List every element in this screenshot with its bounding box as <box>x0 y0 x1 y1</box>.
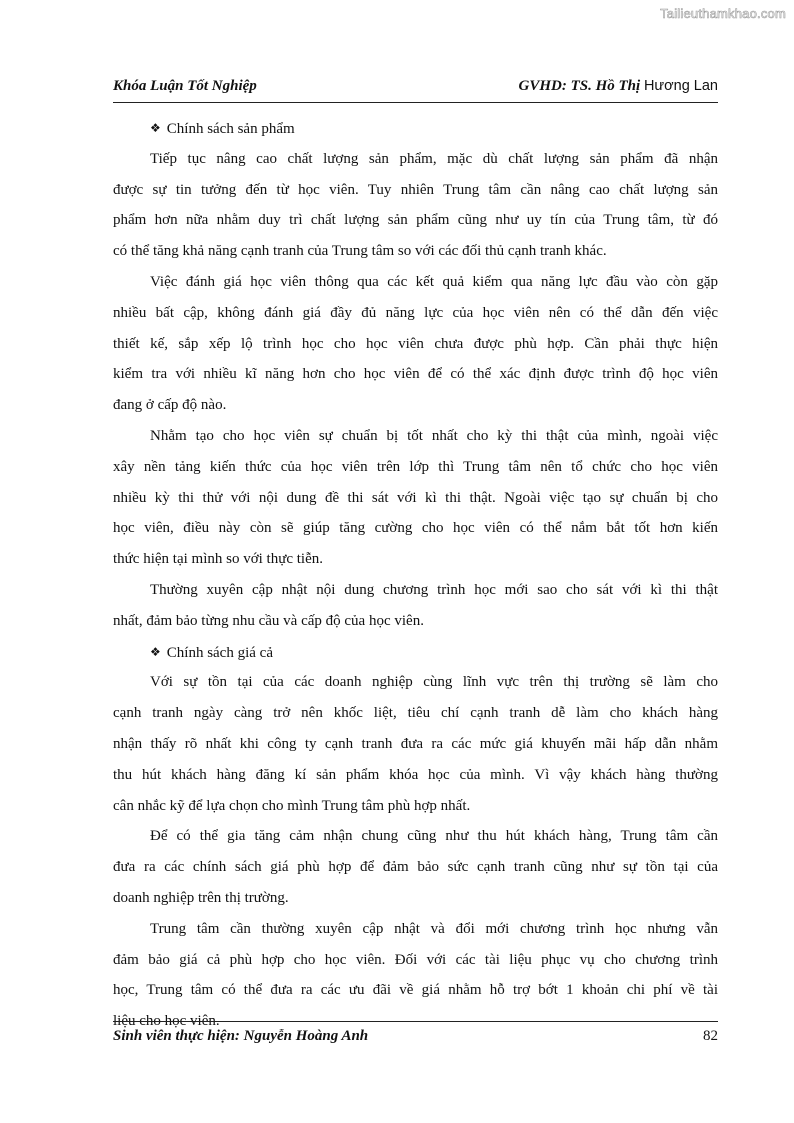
text-line: thiết kế, sắp xếp lộ trình học cho học viên chưa được phù hợp. Cần phải thực hiện <box>113 335 718 352</box>
text-line: Tiếp tục nâng cao chất lượng sản phẩm, mặc dù chất lượng sản phẩm đã nhận <box>150 150 718 167</box>
section-heading-text: Chính sách giá cả <box>166 644 273 661</box>
text-line: có thể tăng khả năng cạnh tranh của Trung tâm so với các đối thủ cạnh tranh khác. <box>113 243 607 260</box>
paragraph <box>113 821 718 913</box>
text-line: kiểm tra với nhiều kĩ năng hơn cho học viên để có thể xác định được trình độ học viên <box>113 366 718 383</box>
text-line: học, Trung tâm có thể đưa ra các ưu đãi về giá nhằm hỗ trợ bớt 1 khoản chi phí về tài <box>113 982 718 999</box>
paragraph <box>113 667 718 821</box>
paragraph <box>113 144 718 267</box>
paragraph <box>113 914 718 1037</box>
section-heading <box>113 637 718 668</box>
text-line: liệu cho học viên. <box>113 1013 220 1030</box>
header-advisor-label: GVHD: TS. Hồ Thị <box>518 78 641 94</box>
paragraph <box>113 267 718 421</box>
text-line: được sự tin tưởng đến từ học viên. Tuy nhiên Trung tâm cần nâng cao chất lượng sản <box>113 181 718 198</box>
text-line: Nhằm tạo cho học viên sự chuẩn bị tốt nhất cho kỳ thi thật của mình, ngoài việc <box>150 427 718 444</box>
page-body <box>113 113 718 1037</box>
text-line: thu hút khách hàng đăng kí sản phẩm khóa học của mình. Vì vậy khách hàng thường <box>113 766 718 783</box>
text-line: xây nền tảng kiến thức của học viên trên lớp thì Trung tâm nên tổ chức cho học viên <box>113 458 718 475</box>
text-line: nhiều kỳ thi thử với nội dung đề thi sát với kì thi thật. Ngoài việc tạo sự chuẩn bị cho <box>113 489 718 506</box>
text-line: doanh nghiệp trên thị trường. <box>113 889 289 906</box>
watermark: Tailieuthamkhao.com <box>660 6 786 21</box>
text-line: nhất, đảm bảo từng nhu cầu và cấp độ của học viên. <box>113 612 424 629</box>
paragraph <box>113 575 718 637</box>
footer-student: Sinh viên thực hiện: Nguyễn Hoàng Anh <box>113 1028 369 1044</box>
text-line: cạnh tranh ngày càng trở nên khốc liệt, tiêu chí cạnh tranh dễ làm cho khách hàng <box>113 705 718 722</box>
section-heading-text: Chính sách sản phẩm <box>166 121 295 137</box>
text-line: Để có thể gia tăng cảm nhận chung cũng như thu hút khách hàng, Trung tâm cần <box>150 828 718 845</box>
diamond-bullet-icon: ❖ <box>150 121 161 135</box>
text-line: Thường xuyên cập nhật nội dung chương trình học mới sao cho sát với kì thi thật <box>150 581 718 598</box>
text-line: phẩm hơn nữa nhằm duy trì chất lượng sản phẩm cũng như uy tín của Trung tâm, từ đó <box>113 212 718 229</box>
text-line: Với sự tồn tại của các doanh nghiệp cùng lĩnh vực trên thị trường sẽ làm cho <box>150 674 718 691</box>
text-line: đang ở cấp độ nào. <box>113 397 227 414</box>
text-line: thức hiện tại mình so với thực tiễn. <box>113 551 323 568</box>
paragraph <box>113 421 718 575</box>
page-footer <box>113 1021 718 1052</box>
text-line: Việc đánh giá học viên thông qua các kết quả kiểm qua năng lực đầu vào còn gặp <box>150 273 718 290</box>
text-line: đảm bảo giá cả phù hợp cho học viên. Đối với các tài liệu phục vụ cho chương trình <box>113 951 718 968</box>
section-heading <box>113 113 718 144</box>
page-header <box>113 78 718 103</box>
text-line: cân nhắc kỹ để lựa chọn cho mình Trung tâm phù hợp nhất. <box>113 797 471 814</box>
diamond-bullet-icon: ❖ <box>150 644 161 659</box>
page-number: 82 <box>703 1028 718 1044</box>
header-thesis-title: Khóa Luận Tốt Nghiệp <box>113 78 257 94</box>
text-line: nhiều bất cập, không đánh giá đầy đủ năng lực của học viên nên có thể dẫn đến việc <box>113 304 718 321</box>
header-advisor <box>519 78 718 95</box>
text-line: nhận thấy rõ nhất khi công ty cạnh tranh đưa ra các mức giá khuyến mãi hấp dẫn nhằm <box>113 735 718 752</box>
header-advisor-name: Hương Lan <box>643 78 718 94</box>
text-line: đưa ra các chính sách giá phù hợp để đảm bảo sức cạnh tranh cũng như sự tồn tại của <box>113 859 718 876</box>
text-line: Trung tâm cần thường xuyên cập nhật và đổi mới chương trình học nhưng vẫn <box>150 920 718 937</box>
text-line: học viên, điều này còn sẽ giúp tăng cường cho học viên có thể nắm bắt tốt hơn kiến <box>113 520 718 537</box>
